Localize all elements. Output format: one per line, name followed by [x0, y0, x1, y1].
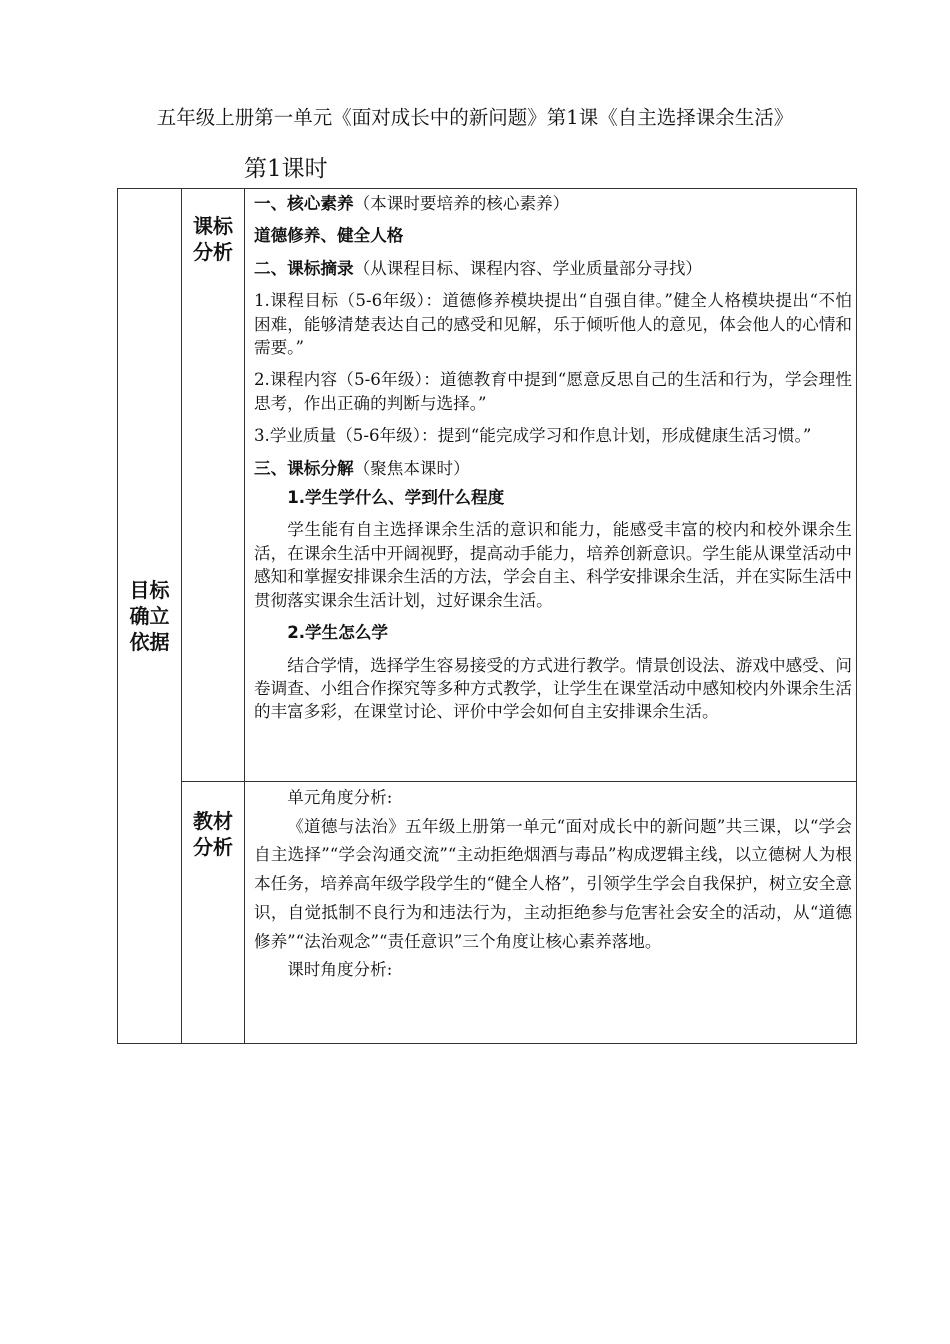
heading-core-literacy: 一、核心素养 — [254, 194, 354, 213]
row-header: 目标确立依据 — [129, 578, 170, 654]
section-label-cell — [182, 782, 245, 1044]
heading-note: （本课时要培养的核心素养） — [353, 194, 570, 213]
heading-breakdown: 三、课标分解 — [254, 458, 354, 478]
lesson-subtitle: 第1课时 — [244, 156, 328, 182]
how-to-learn-text: 结合学情，选择学生容易接受的方式进行教学。情景创设法、游戏中感受、问卷调查、小组合作探究等多种方式教学，让学生在课堂活动中感知校内外课余生活的丰富多彩，在课堂讨论、评价中学会如何自主安排课余生活。 — [254, 655, 852, 722]
core-literacy-text: 道德修养、健全人格 — [254, 226, 404, 246]
excerpt-item: 2.课程内容（5-6年级）：道德教育中提到“愿意反思自己的生活和行为，学会理性思考，作出正确的判断与选择。” — [254, 370, 852, 413]
unit-analysis-text: 《道德与法治》五年级上册第一单元“面对成长中的新问题”共三课，以“学会自主选择”“学会沟通交流”“主动拒绝烟酒与毒品”构成逻辑主线，以立德树人为根本任务，培养高年级学段学生的“健全人格”，引领学生学会自我保护，树立安全意识，自觉抵制不良行为和违法行为，主动拒绝参与危害社会安全的活动，从“道德修养”“法治观念”“责任意识”三个角度让核心素养落地。 — [254, 816, 852, 951]
excerpt-item: 3.学业质量（5-6年级）：提到“能完成学习和作息计划，形成健康生活习惯。” — [254, 426, 812, 446]
unit-analysis-heading: 单元角度分析: — [287, 788, 393, 807]
section-label-textbook: 教材分析 — [193, 809, 233, 859]
curriculum-analysis-cell — [245, 189, 857, 782]
subheading-how-to-learn: 2.学生怎么学 — [287, 623, 389, 643]
document-title: 五年级上册第一单元《面对成长中的新问题》第1课《自主选择课余生活》 — [156, 106, 794, 129]
what-to-learn-text: 学生能有自主选择课余生活的意识和能力，能感受丰富的校内和校外课余生活，在课余生活中开阔视野，提高动手能力，培养创新意识。学生能从课堂活动中感知和掌握安排课余生活的方法，学会自主、科学安排课余生活，并在实际生活中贯彻落实课余生活计划，过好课余生活。 — [254, 520, 852, 610]
textbook-analysis-cell — [245, 782, 857, 1044]
heading-note: （聚焦本课时） — [353, 458, 470, 478]
excerpt-item: 1.课程目标（5-6年级）：道德修养模块提出“自强自律。”健全人格模块提出“不怕困难，能够清楚表达自己的感受和见解，乐于倾听他人的意见，体会他人的心情和需要。” — [254, 291, 852, 358]
subheading-what-to-learn: 1.学生学什么、学到什么程度 — [287, 488, 505, 508]
heading-note: （从课程目标、课程内容、学业质量部分寻找） — [353, 258, 703, 278]
section-label-curriculum: 课标分析 — [193, 214, 233, 264]
section-label-cell — [182, 189, 245, 782]
lesson-plan-table — [117, 188, 857, 1044]
heading-excerpt: 二、课标摘录 — [254, 258, 354, 278]
row-header-cell — [118, 189, 182, 1044]
lesson-analysis-heading: 课时角度分析: — [287, 960, 393, 980]
